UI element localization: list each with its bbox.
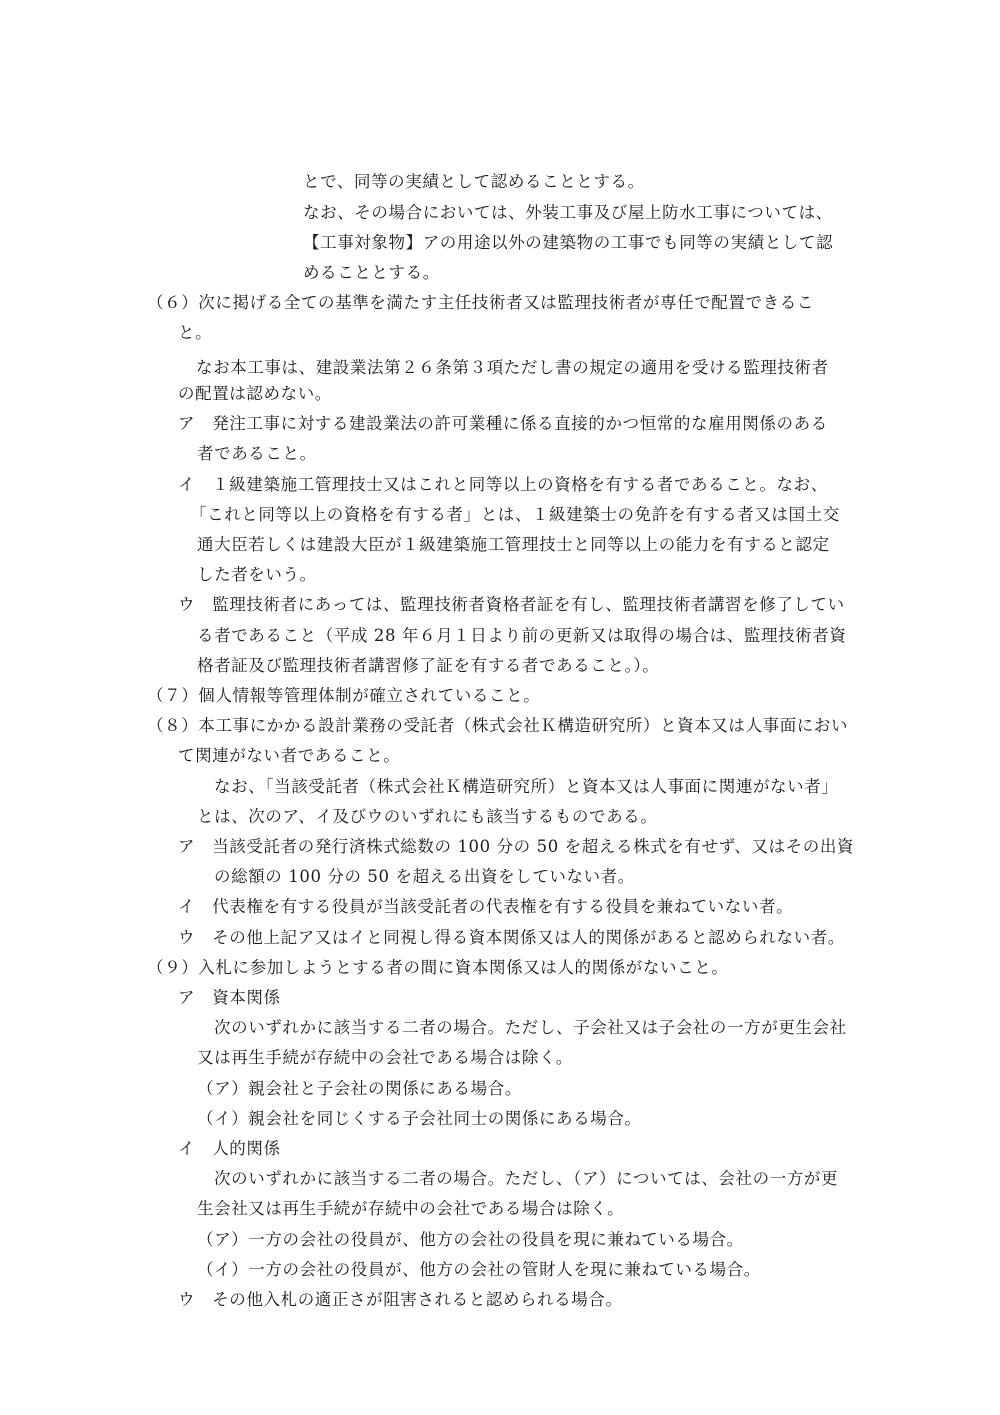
text-line: ウ 監理技術者にあっては、監理技術者資格者証を有し、監理技術者講習を修了してい	[178, 595, 845, 614]
text-line: した者をいう。	[197, 565, 317, 584]
text-line: 又は再生手続が存続中の会社である場合は除く。	[197, 1048, 573, 1067]
text-line: （９）入札に参加しようとする者の間に資本関係又は人的関係がないこと。	[147, 958, 729, 977]
text-line: なお、その場合においては、外装工事及び屋上防水工事については、	[303, 203, 833, 222]
text-line: の総額の 100 分の 50 を超える出資をしていない者。	[214, 867, 635, 886]
text-line: （８）本工事にかかる設計業務の受託者（株式会社Ｋ構造研究所）と資本又は人事面におい	[147, 716, 849, 735]
text-line: （イ）一方の会社の役員が、他方の会社の管財人を現に兼ねている場合。	[197, 1260, 761, 1279]
text-line: 「これと同等以上の資格を有する者」とは、１級建築士の免許を有する者又は国土交	[190, 505, 840, 524]
text-line: て関連がない者であること。	[178, 746, 401, 765]
text-line: と。	[178, 323, 213, 342]
text-line: 通大臣若しくは建設大臣が１級建築施工管理技士と同等以上の能力を有すると認定	[197, 535, 830, 554]
text-line: とで、同等の実績として認めることとする。	[303, 172, 645, 191]
text-line: ウ その他入札の適正さが阻害されると認められる場合。	[178, 1290, 623, 1309]
text-line: （７）個人情報等管理体制が確立されていること。	[147, 686, 541, 705]
text-line: なお本工事は、建設業法第２６条第３項ただし書の規定の適用を受ける監理技術者	[196, 358, 829, 377]
text-line: の配置は認めない。	[178, 384, 332, 403]
text-line: ア 発注工事に対する建設業法の許可業種に係る直接的かつ恒常的な雇用関係のある	[178, 414, 828, 433]
text-line: イ 代表権を有する役員が当該受託者の代表権を有する役員を兼ねていない者。	[178, 897, 794, 916]
text-line: 者であること。	[197, 444, 317, 463]
text-line: 【工事対象物】アの用途以外の建築物の工事でも同等の実績として認	[303, 233, 834, 252]
text-line: る者であること（平成 28 年６月１日より前の更新又は取得の場合は、監理技術者資	[197, 626, 847, 645]
text-line: 生会社又は再生手続が存続中の会社である場合は除く。	[197, 1199, 625, 1218]
text-line: イ 人的関係	[178, 1139, 281, 1158]
text-line: （ア）親会社と子会社の関係にある場合。	[197, 1079, 522, 1098]
text-line: イ １級建築施工管理技士又はこれと同等以上の資格を有する者であること。なお、	[178, 475, 828, 494]
text-line: （イ）親会社を同じくする子会社同士の関係にある場合。	[197, 1109, 642, 1128]
text-line: なお、「当該受託者（株式会社Ｋ構造研究所）と資本又は人事面に関連がない者」	[214, 777, 839, 796]
text-line: 次のいずれかに該当する二者の場合。ただし、子会社又は子会社の一方が更生会社	[214, 1018, 847, 1037]
text-line: ア 資本関係	[178, 988, 281, 1007]
text-line: （ア）一方の会社の役員が、他方の会社の役員を現に兼ねている場合。	[197, 1230, 744, 1249]
text-line: 格者証及び監理技術者講習修了証を有する者であること。）。	[197, 656, 660, 675]
text-line: 次のいずれかに該当する二者の場合。ただし、（ア）については、会社の一方が更	[214, 1169, 839, 1188]
text-line: めることとする。	[303, 263, 440, 282]
text-line: とは、次のア、イ及びウのいずれにも該当するものである。	[197, 807, 658, 826]
text-line: ア 当該受託者の発行済株式総数の 100 分の 50 を超える株式を有せず、又はその出資	[178, 837, 855, 856]
text-line: ウ その他上記ア又はイと同視し得る資本関係又は人的関係があると認められない者。	[178, 928, 845, 947]
text-line: （６）次に掲げる全ての基準を満たす主任技術者又は監理技術者が専任で配置できるこ	[147, 293, 814, 312]
